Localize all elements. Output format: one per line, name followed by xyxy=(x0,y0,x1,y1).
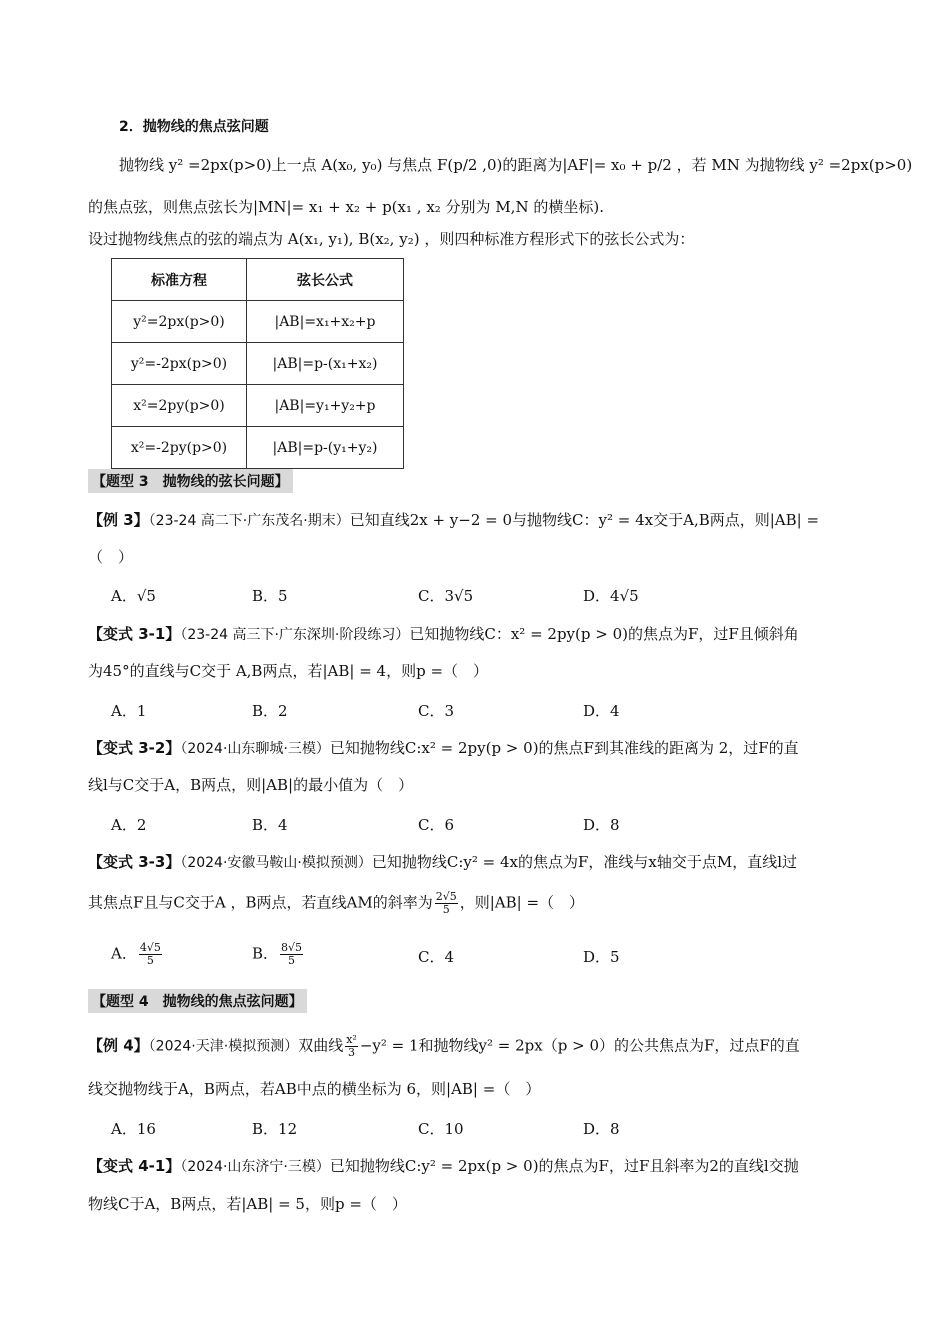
table-cell: |AB|=y₁+y₂+p xyxy=(247,385,404,427)
problem-label: 【变式 3-1】 xyxy=(88,625,181,643)
problem-text: 已知抛物线C:x² = 2py(p > 0)的焦点F到其准线的距离为 2，过F的直 xyxy=(329,739,799,757)
option-c[interactable]: C．3√5 xyxy=(418,587,474,605)
fraction-numerator: 4√5 xyxy=(139,941,161,954)
problem-source: （2024·安徽马鞍山·模拟预测） xyxy=(180,855,372,871)
problem-label: 【变式 3-3】 xyxy=(88,853,181,871)
problem-source: （23-24 高二下·广东茂名·期末） xyxy=(148,513,350,529)
variant-3-1 xyxy=(88,623,799,644)
option-d[interactable]: D．8 xyxy=(583,816,620,834)
problem-text: 已知抛物线C：x² = 2py(p > 0)的焦点为F，过F且倾斜角 xyxy=(409,625,799,643)
option-c[interactable]: C．4 xyxy=(418,948,455,966)
chord-length-table xyxy=(111,258,404,469)
hyperbola-fraction xyxy=(345,1034,358,1059)
table-cell: y²=2px(p>0) xyxy=(112,301,247,343)
option-c[interactable]: C．3 xyxy=(418,702,455,720)
section-heading: 2．抛物线的焦点弦问题 xyxy=(119,119,269,135)
problem-text: 已知抛物线C:y² = 2px(p > 0)的焦点为F，过F且斜率为2的直线l交抛 xyxy=(329,1157,799,1175)
option-fraction xyxy=(280,942,303,967)
variant-3-3-line2 xyxy=(88,891,584,916)
problem-text: 线l与C交于A，B两点，则|AB|的最小值为（ ） xyxy=(88,776,414,794)
table-cell: x²=-2py(p>0) xyxy=(112,427,247,469)
fraction-numerator: 8√5 xyxy=(281,941,303,954)
variant-4-1 xyxy=(88,1155,799,1176)
table-row xyxy=(112,385,404,427)
option-d[interactable]: D．5 xyxy=(583,948,620,966)
problem-text: 为45°的直线与C交于 A,B两点，若|AB| = 4，则p =（ ） xyxy=(88,662,489,680)
problem-text: −y² = 1和抛物线y² = 2px（p > 0）的公共焦点为F，过点F的直 xyxy=(359,1036,800,1055)
table-header: 标准方程 xyxy=(112,259,247,301)
option-a[interactable]: A．2 xyxy=(111,816,147,834)
option-a[interactable]: A．√5 xyxy=(111,587,156,605)
problem-label: 【例 4】 xyxy=(88,1036,149,1055)
option-d[interactable]: D．4√5 xyxy=(583,587,639,605)
table-cell: y²=-2px(p>0) xyxy=(112,343,247,385)
topic-banner: 【题型 4 抛物线的焦点弦问题】 xyxy=(88,989,307,1013)
fraction-denominator: 5 xyxy=(146,954,154,967)
problem-text: 已知抛物线C:y² = 4x的焦点为F，准线与x轴交于点M，直线l过 xyxy=(371,853,798,871)
problem-label: 【例 3】 xyxy=(88,511,149,529)
option-b[interactable]: B．2 xyxy=(252,702,288,720)
fraction-numerator: 2√5 xyxy=(435,890,457,903)
problem-source: （23-24 高三下·广东深圳·阶段练习） xyxy=(180,627,410,643)
option-b[interactable]: B．12 xyxy=(252,1120,298,1138)
table-cell: x²=2py(p>0) xyxy=(112,385,247,427)
option-c[interactable]: C．6 xyxy=(418,816,455,834)
table-row xyxy=(112,343,404,385)
option-d[interactable]: D．8 xyxy=(583,1120,620,1138)
fraction-denominator: 5 xyxy=(288,954,296,967)
option-a[interactable] xyxy=(111,942,164,967)
variant-3-2 xyxy=(88,737,799,758)
table-row xyxy=(112,301,404,343)
option-c[interactable]: C．10 xyxy=(418,1120,464,1138)
example-4 xyxy=(88,1034,800,1059)
option-a[interactable]: A．16 xyxy=(111,1120,156,1138)
section-para2: 设过抛物线焦点的弦的端点为 A(x₁, y₁), B(x₂, y₂) ，则四种标准方程形式下的弦长公式为： xyxy=(88,230,695,248)
problem-text: 线交抛物线于A，B两点，若AB中点的横坐标为 6，则|AB| =（ ） xyxy=(88,1080,541,1098)
fraction-numerator: x² xyxy=(346,1033,357,1046)
option-b[interactable] xyxy=(252,942,305,967)
problem-text: （ ） xyxy=(88,548,134,566)
fraction-denominator: 3 xyxy=(348,1046,356,1059)
option-fraction xyxy=(139,942,162,967)
example-3 xyxy=(88,509,819,530)
topic-banner: 【题型 3 抛物线的弦长问题】 xyxy=(88,469,293,493)
option-a[interactable]: A．1 xyxy=(111,702,147,720)
option-b[interactable]: B．5 xyxy=(252,587,288,605)
section-para1-line1: 抛物线 y² =2px(p>0)上一点 A(x₀, y₀) 与焦点 F(p/2 ,0)的距离为|AF|= x₀ + p/2 ，若 MN 为抛物线 y² =2px(p>0) xyxy=(119,156,913,174)
table-cell: |AB|=p-(y₁+y₂) xyxy=(247,427,404,469)
problem-source: （2024·山东济宁·三模） xyxy=(180,1159,330,1175)
problem-text: 物线C于A，B两点，若|AB| = 5，则p =（ ） xyxy=(88,1195,407,1213)
option-b[interactable]: B．4 xyxy=(252,816,288,834)
slope-fraction xyxy=(435,891,458,916)
problem-source: （2024·天津·模拟预测） xyxy=(148,1038,299,1055)
problem-text: 双曲线 xyxy=(298,1036,344,1055)
option-label: A． xyxy=(111,944,137,963)
table-header: 弦长公式 xyxy=(247,259,404,301)
fraction-denominator: 5 xyxy=(442,903,450,916)
table-header-row xyxy=(112,259,404,301)
option-d[interactable]: D．4 xyxy=(583,702,620,720)
variant-3-3 xyxy=(88,851,797,872)
problem-text: 已知直线2x + y−2 = 0与抛物线C：y² = 4x交于A,B两点，则|AB| = xyxy=(349,511,820,529)
table-cell: |AB|=p-(x₁+x₂) xyxy=(247,343,404,385)
section-para1-line2: 的焦点弦，则焦点弦长为|MN|= x₁ + x₂ + p(x₁ , x₂ 分别为 M,N 的横坐标). xyxy=(88,198,604,216)
table-cell: |AB|=x₁+x₂+p xyxy=(247,301,404,343)
problem-text: ，则|AB| =（ ） xyxy=(459,893,585,912)
problem-label: 【变式 4-1】 xyxy=(88,1157,181,1175)
table-row xyxy=(112,427,404,469)
option-label: B． xyxy=(252,944,279,963)
problem-text: 其焦点F且与C交于A ，B两点，若直线AM的斜率为 xyxy=(88,893,433,912)
problem-label: 【变式 3-2】 xyxy=(88,739,181,757)
problem-source: （2024·山东聊城·三模） xyxy=(180,741,330,757)
